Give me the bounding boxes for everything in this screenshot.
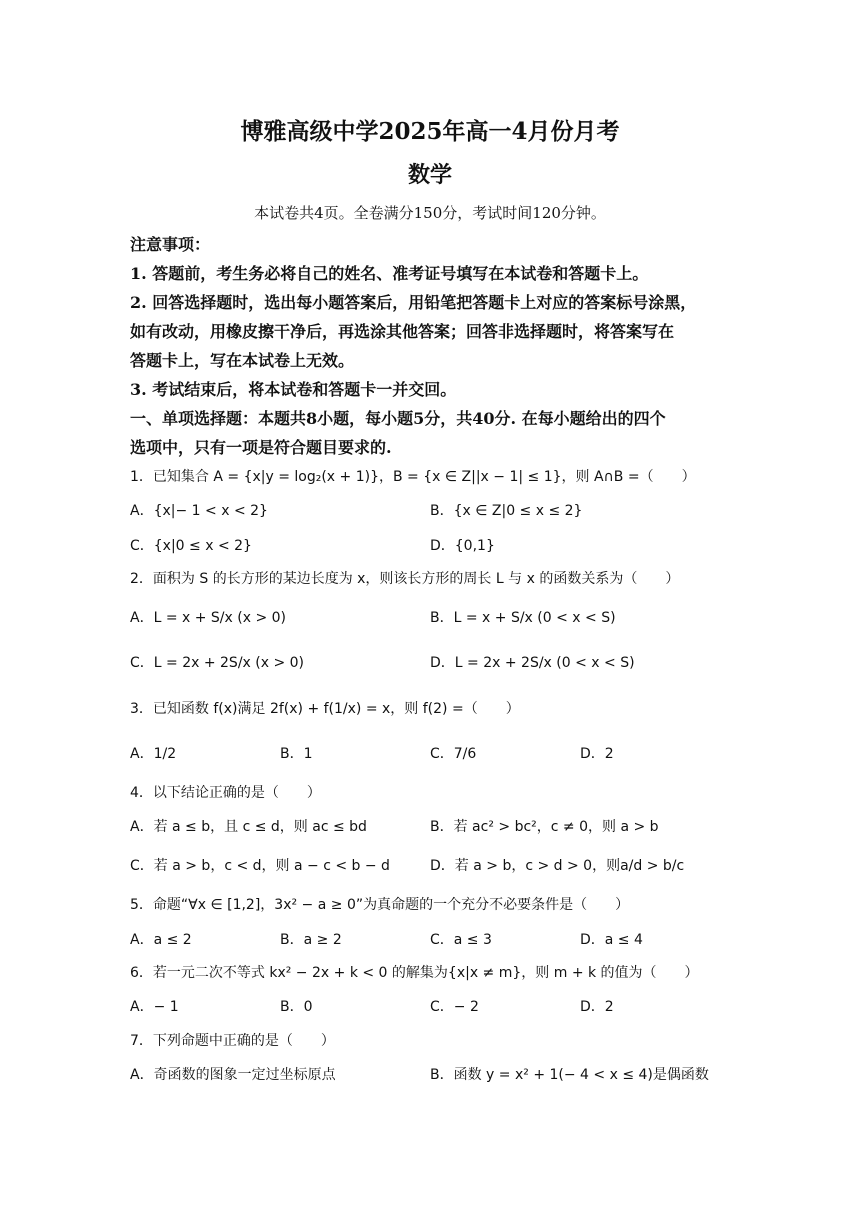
question-1-option-b: B．{x ∈ Z|0 ≤ x ≤ 2} <box>430 503 583 519</box>
question-1-stem: 1．已知集合 A = {x|y = log₂(x + 1)}，B = {x ∈ Z||x − 1| ≤ 1}，则 A∩B =（ ） <box>130 469 696 485</box>
question-3-option-d: D．2 <box>580 746 614 762</box>
note-line: 1. 答题前，考生务必将自己的姓名、准考证号填写在本试卷和答题卡上。 <box>130 264 649 283</box>
question-6-stem: 6．若一元二次不等式 kx² − 2x + k < 0 的解集为{x|x ≠ m}，则 m + k 的值为（ ） <box>130 965 699 981</box>
question-6-option-b: B．0 <box>280 999 313 1015</box>
question-4-stem: 4．以下结论正确的是（ ） <box>130 785 321 801</box>
question-3-option-a: A．1/2 <box>130 746 177 762</box>
note-line: 2. 回答选择题时，选出每小题答案后，用铅笔把答题卡上对应的答案标号涂黑， <box>130 293 697 312</box>
question-1-option-a: A．{x|− 1 < x < 2} <box>130 503 268 519</box>
question-5-stem: 5．命题“∀x ∈ [1,2]，3x² − a ≥ 0”为真命题的一个充分不必要条件是（ ） <box>130 897 630 913</box>
note-line: 如有改动，用橡皮擦干净后，再选涂其他答案；回答非选择题时，将答案写在 <box>130 322 675 341</box>
question-5-option-d: D．a ≤ 4 <box>580 932 643 948</box>
question-6-option-a: A．− 1 <box>130 999 179 1015</box>
question-4-option-c: C．若 a > b，c < d，则 a − c < b − d <box>130 858 390 874</box>
question-1-option-c: C．{x|0 ≤ x < 2} <box>130 538 252 554</box>
question-5-option-b: B．a ≥ 2 <box>280 932 342 948</box>
question-5-option-c: C．a ≤ 3 <box>430 932 492 948</box>
notes-heading: 注意事项： <box>130 235 211 254</box>
question-2-stem: 2．面积为 S 的长方形的某边长度为 x，则该长方形的周长 L 与 x 的函数关系为（ ） <box>130 571 680 587</box>
question-7-option-b: B．函数 y = x² + 1(− 4 < x ≤ 4)是偶函数 <box>430 1067 709 1083</box>
question-3-stem: 3．已知函数 f(x)满足 2f(x) + f(1/x) = x，则 f(2) =（ ） <box>130 701 520 717</box>
note-line: 答题卡上，写在本试卷上无效。 <box>130 351 355 370</box>
question-7-option-a: A．奇函数的图象一定过坐标原点 <box>130 1067 336 1083</box>
note-line: 3. 考试结束后，将本试卷和答题卡一并交回。 <box>130 380 457 399</box>
question-4-option-b: B．若 ac² > bc²，c ≠ 0，则 a > b <box>430 819 659 835</box>
question-5-option-a: A．a ≤ 2 <box>130 932 192 948</box>
subject-title: 数学 <box>407 162 452 188</box>
exam-title: 博雅高级中学2025年高一4月份月考 <box>240 118 620 145</box>
question-4-option-a: A．若 a ≤ b，且 c ≤ d，则 ac ≤ bd <box>130 819 367 835</box>
exam-subtitle: 本试卷共4页。全卷满分150分，考试时间120分钟。 <box>254 204 606 222</box>
section-heading: 选项中，只有一项是符合题目要求的. <box>130 438 392 457</box>
question-6-option-c: C．− 2 <box>430 999 479 1015</box>
question-2-option-c: C．L = 2x + 2S/x (x > 0) <box>130 655 305 671</box>
question-2-option-a: A．L = x + S/x (x > 0) <box>130 610 287 626</box>
question-3-option-c: C．7/6 <box>430 746 477 762</box>
question-6-option-d: D．2 <box>580 999 614 1015</box>
question-1-option-d: D．{0,1} <box>430 538 495 554</box>
section-heading: 一、单项选择题：本题共8小题，每小题5分，共40分. 在每小题给出的四个 <box>130 409 666 428</box>
question-3-option-b: B．1 <box>280 746 313 762</box>
question-4-option-d: D．若 a > b，c > d > 0，则a/d > b/c <box>430 858 685 874</box>
question-2-option-d: D．L = 2x + 2S/x (0 < x < S) <box>430 655 635 671</box>
question-7-stem: 7．下列命题中正确的是（ ） <box>130 1033 335 1049</box>
question-2-option-b: B．L = x + S/x (0 < x < S) <box>430 610 616 626</box>
